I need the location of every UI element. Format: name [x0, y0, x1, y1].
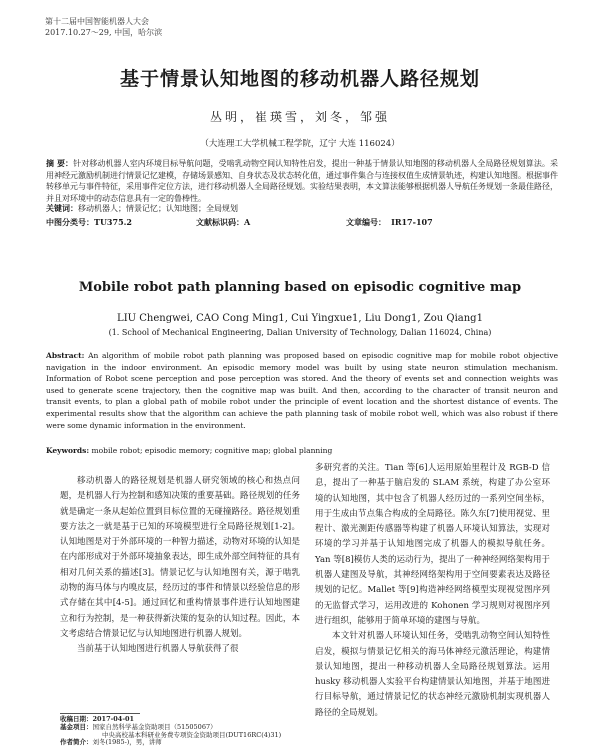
- body-paragraph: 当前基于认知地图进行机器人导航获得了很: [77, 644, 239, 655]
- body-column-right: [315, 461, 550, 721]
- article-value: IR17-107: [391, 217, 433, 227]
- authors-cn: 丛明，崔瑛雪，刘冬，邹强: [209, 110, 390, 124]
- paper-title-en: Mobile robot path planning based on episodic cognitive map: [78, 280, 522, 295]
- body-paragraph: 本文针对机器人环境认知任务，受啮乳动物空间认知特性启发，模拟与情景记忆相关的海马体神经元激活理论，构建情景认知地图，提出一种移动机器人全局路径规划算法。运用 husky 移动机器人实验平台构建情景认知地图，并基于地图进行目标导航，通过情景记忆的状态神经元激励机制实现机器人路径的全局规划。: [315, 631, 550, 718]
- authors-en: LIU Chengwei, CAO Cong Ming1, Cui Yingxue1, Liu Dong1, Zou Qiang1: [117, 313, 483, 324]
- keywords-cn-label: 关键词：: [46, 203, 78, 213]
- received-label: 收稿日期：: [60, 715, 93, 723]
- fund-label: 基金项目：: [60, 722, 93, 731]
- affiliation-cn: （大连理工大学机械工程学院，辽宁 大连 116024）: [200, 139, 400, 149]
- received-value: 2017-04-01: [92, 715, 135, 723]
- footnote-rule: [60, 713, 140, 714]
- abstract-en-label: Abstract:: [46, 351, 85, 360]
- doc-value: A: [244, 217, 251, 227]
- keywords-en-text: mobile robot; episodic memory; cognitive map; global planning: [91, 446, 333, 455]
- clc-number: [46, 217, 132, 228]
- abstract-cn: [46, 158, 558, 204]
- affiliation-en: (1. School of Mechanical Engineering, Dalian University of Technology, Dalian 116024, China): [108, 328, 492, 337]
- fund-value: 国家自然科学基金资助项目（51505067）: [92, 722, 217, 731]
- footnote: [60, 716, 320, 747]
- conference-header: [45, 16, 162, 38]
- document-code: [196, 217, 250, 228]
- clc-label: 中图分类号：: [46, 217, 94, 227]
- doc-label: 文献标识码：: [196, 217, 244, 227]
- conference-name: 第十二届中国智能机器人大会: [45, 17, 149, 26]
- abstract-cn-text: 针对移动机器人室内环境目标导航问题，受啮乳动物空间认知特性启发，提出一种基于情景认知地图的移动机器人全局路径规划算法。采用神经元激励机制进行情景记忆建模，存储场景感知、自身状态及状态转化值，通过事件集合与连接权值生成情景轨迹，构建认知地图。根据事件转移单元与事件特征，采用事件定位方法，进行移动机器人全局路径规划。实验结果表明，本文算法能够根据机器人导航任务规划一条最佳路径，并且对环境中的动态信息具有一定的鲁棒性。: [46, 159, 558, 203]
- footnote-author: [60, 739, 320, 747]
- abstract-en: [46, 350, 558, 431]
- author-value: 刘冬(1985-)，男，讲师: [92, 738, 162, 747]
- footnote-fund-2: 中央高校基本科研业务费专项资金资助项目(DUT16RC(4)31): [102, 730, 282, 739]
- clc-value: TU375.2: [94, 217, 132, 227]
- keywords-en-label: Keywords:: [46, 446, 90, 455]
- keywords-cn: [46, 203, 558, 214]
- conference-date-place: 2017.10.27～29, 中国，哈尔滨: [45, 28, 163, 37]
- article-label: 文章编号：: [346, 217, 386, 227]
- article-number: [346, 217, 433, 228]
- abstract-en-text: An algorithm of mobile robot path planning was proposed based on episodic cognitive map for mobile robot objective navigation in the indoor environment. An episodic memory model was built by using state neuron stimulation mechanism. Information of Robot scene perception and pose perception was stored. And the theory of events set and connection weights was used to generate scene trajectory, then the cognitive map was built. And then, according to the character of transit neuron and transit events, to plan a global path of mobile robot under the principle of event location and the shortest distance of events. The experimental results show that the algorithm can achieve the path planning task of mobile robot well, which was also robust if there were some dynamic information in the environment.: [46, 351, 559, 430]
- body-paragraph: 移动机器人的路径规划是机器人研究领域的核心和热点问题，是机器人行为控制和感知决策的重要基础。路径规划的任务就是确定一条从起始位置到目标位置的无碰撞路径。路径规划重要方法之一就是基于已知的环境模型进行全局路径规划[1-2]。认知地图是对于外部环境的一种智力描述，动物对环境的认知是在内部形成对于外部环境抽象表达，即生成外部空间特征的具有相对几何关系的描述[3]。情景记忆与认知地图有关，源于啮乳动物的海马体与内嗅皮层，经历过的事件和情景以经验信息的形式存储在其中[4-5]。通过回忆和重构情景事件进行认知地图建立和行为控制，是一种获得新決策的复杂的认知过程。因此，本文考虑结合情景记忆与认知地图进行机器人规划。: [60, 476, 300, 639]
- author-label: 作者简介：: [60, 738, 93, 747]
- body-column-left: [60, 474, 300, 658]
- keywords-en: [46, 445, 558, 456]
- body-paragraph: 多研究者的关注。Tian 等[6]人运用原始里程计及 RGB-D 信息，提出了一种基于脑启发的 SLAM 系统，构建了办公室环境的认知地图，其中包含了机器人经历过的一系列空间坐标，用于生成由节点集合构成的全局路径。陈久东[7]使用视觉、里程计、激光测距传感器等构建了机器人环境认知算法，实现对环境的学习并基于认知地图完成了机器人的模拟导航任务。Yan 等[8]模仿人类的运动行为，提出了一种神经网络架构用于机器人建图及导航，其神经网络架构用于空间要素表达及路径规划的记忆。Mallet 等[9]构造神经网络模型实现视觉图序列的无监督式学习，运用改进的 Kohonen 学习规则对视图序列进行组织，能够用于简单环境的建图与导航。: [315, 463, 550, 626]
- keywords-cn-text: 移动机器人；情景记忆；认知地图；全局规划: [78, 204, 238, 213]
- abstract-cn-label: 摘 要：: [46, 158, 74, 168]
- paper-title-cn: 基于情景认知地图的移动机器人路径规划: [119, 68, 480, 90]
